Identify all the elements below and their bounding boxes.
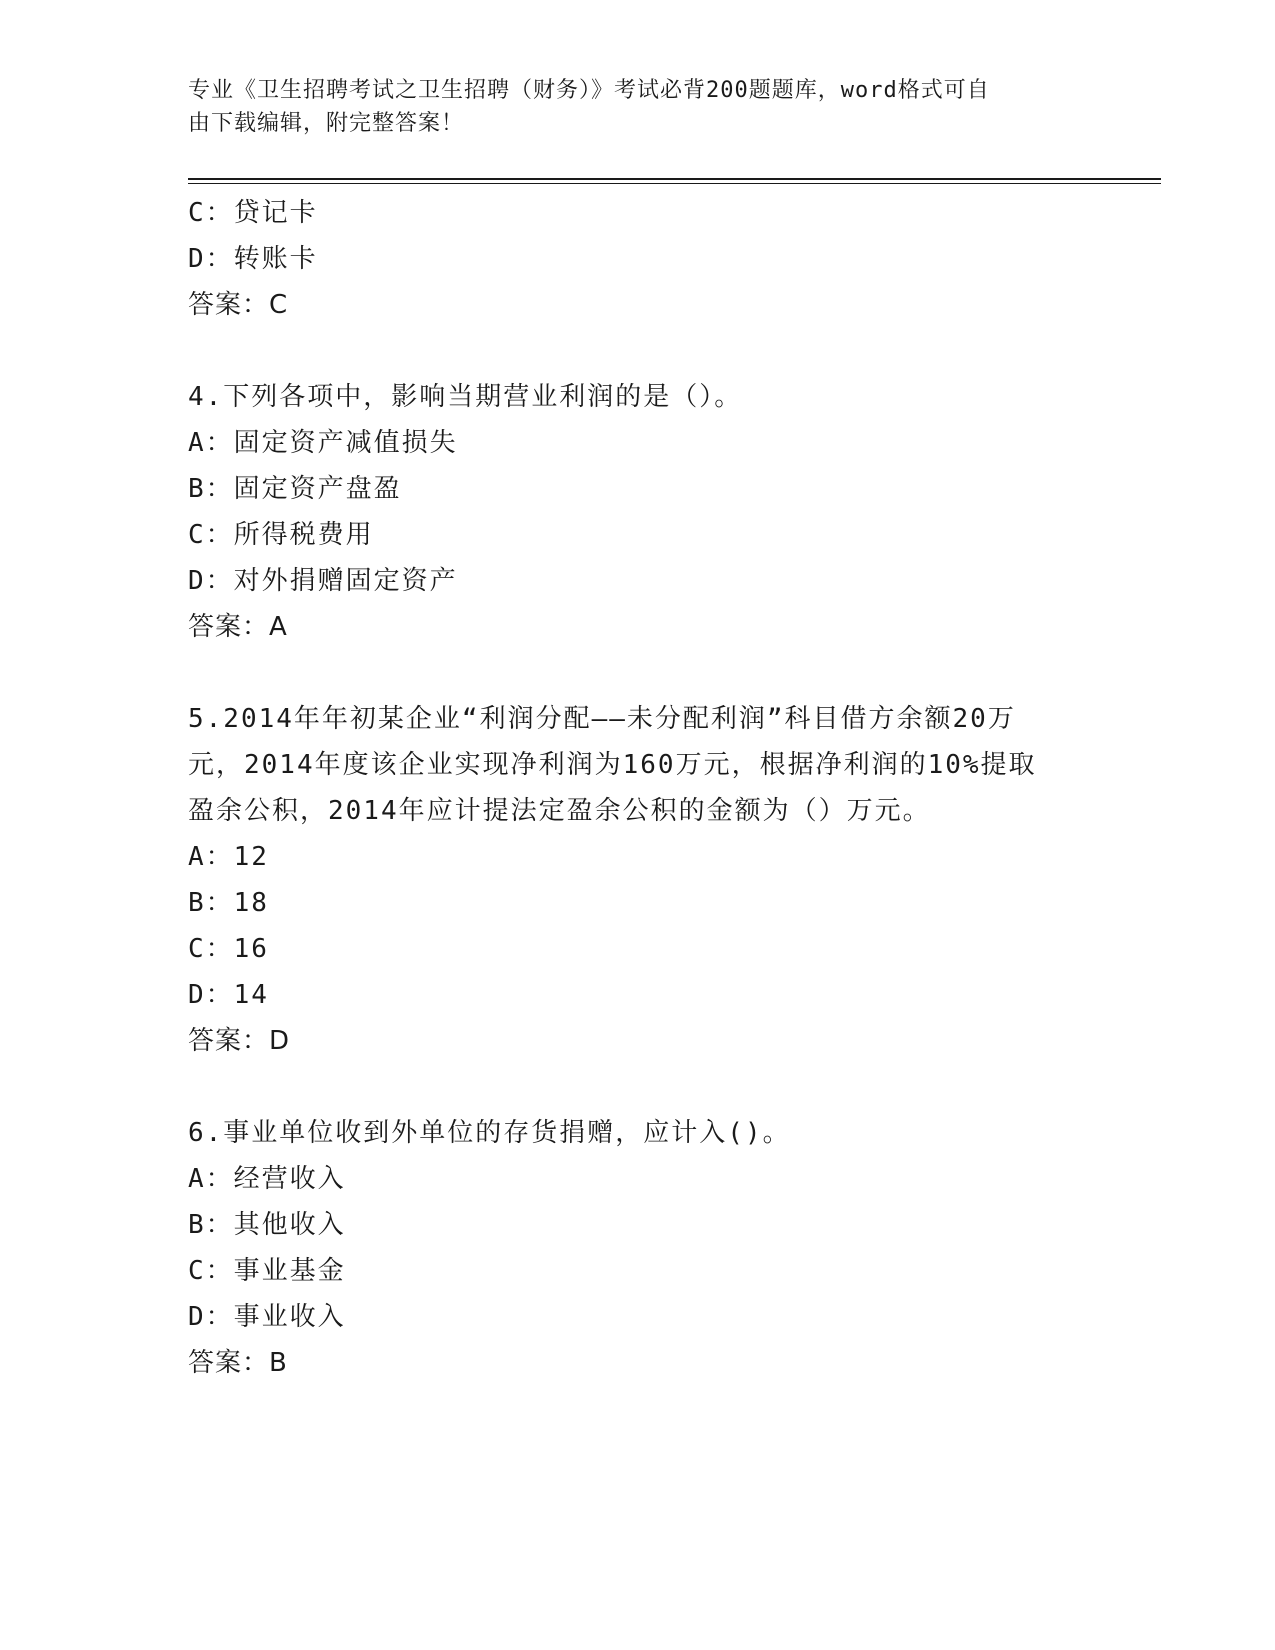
option-b: B：其他收入 — [188, 1210, 346, 1240]
spacer — [188, 650, 1088, 696]
question-text: 6.事业单位收到外单位的存货捐赠，应计入()。 — [188, 1118, 791, 1148]
question-5 — [188, 696, 1088, 1064]
question-text-line-1: 5.2014年年初某企业“利润分配——未分配利润”科目借方余额20万 — [188, 704, 1016, 734]
option-b: B：18 — [188, 888, 269, 918]
answer-line: 答案：C — [188, 290, 289, 320]
option-a: A：固定资产减值损失 — [188, 428, 458, 458]
header-title-line-2: 由下载编辑，附完整答案！ — [188, 111, 465, 136]
spacer — [188, 328, 1088, 374]
header-title-line-1: 专业《卫生招聘考试之卫生招聘（财务）》考试必背200题题库，word格式可自 — [188, 78, 990, 103]
option-c: C：事业基金 — [188, 1256, 346, 1286]
option-d: D：对外捐赠固定资产 — [188, 566, 458, 596]
header-divider-thick — [188, 178, 1161, 180]
question-6 — [188, 1110, 1088, 1386]
question-4 — [188, 374, 1088, 650]
question-content — [188, 190, 1088, 1386]
option-d: D：事业收入 — [188, 1302, 346, 1332]
option-c: C：16 — [188, 934, 269, 964]
answer-line: 答案：B — [188, 1348, 288, 1378]
option-d: D：转账卡 — [188, 244, 318, 274]
question-text: 4.下列各项中，影响当期营业利润的是（）。 — [188, 382, 743, 412]
document-header — [188, 74, 1078, 140]
question-text-line-2: 元，2014年度该企业实现净利润为160万元，根据净利润的10%提取 — [188, 750, 1037, 780]
option-c: C：贷记卡 — [188, 198, 318, 228]
option-a: A：12 — [188, 842, 269, 872]
question-3-fragment — [188, 190, 1088, 328]
answer-line: 答案：D — [188, 1026, 291, 1056]
answer-line: 答案：A — [188, 612, 288, 642]
header-divider-thin — [188, 183, 1161, 184]
question-text-line-3: 盈余公积，2014年应计提法定盈余公积的金额为（）万元。 — [188, 796, 931, 826]
spacer — [188, 1064, 1088, 1110]
option-d: D：14 — [188, 980, 269, 1010]
option-b: B：固定资产盘盈 — [188, 474, 402, 504]
option-c: C：所得税费用 — [188, 520, 374, 550]
option-a: A：经营收入 — [188, 1164, 346, 1194]
